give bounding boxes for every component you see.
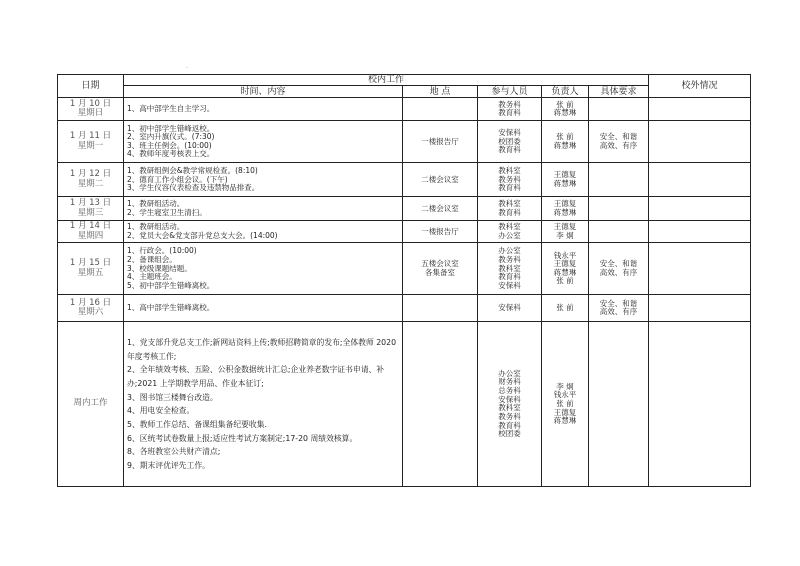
cell-line: 李 炯 [556, 230, 574, 240]
day-row [58, 197, 751, 221]
cell-line: 教科室 [498, 222, 521, 232]
cell-line: 1、高中部学生错峰离校。 [127, 303, 215, 313]
cell-line: 王德复 [553, 199, 577, 209]
day-date: 1 月 16 日 [69, 297, 112, 308]
cell-line: 办公室 [498, 368, 521, 378]
day-date: 1 月 13 日 [69, 198, 112, 209]
cell-line: 教科室 [498, 165, 521, 175]
cell-line: 2、室内升旗仪式。(7:30) [127, 132, 215, 142]
day-participants [478, 197, 542, 221]
cell-line: 张 前 [556, 99, 574, 109]
day-participants [478, 221, 542, 243]
day-participants [478, 121, 542, 163]
cell-line: 安全、和谐 [599, 132, 638, 142]
weekly-item: 1、党支部升党总支工作;新网站资料上传;教师招聘简章的发布;全体教师 2020 年度考核工作; [127, 338, 397, 361]
cell-line: 蒋慧琳 [553, 178, 577, 188]
weekly-requirements [589, 322, 649, 487]
cell-line: 高效、有序 [599, 307, 638, 317]
day-weekday: 星期日 [77, 108, 104, 119]
weekly-location [403, 322, 478, 487]
weekly-item: 6、区统考试卷数量上报;适应性考试方案制定;17-20 周绩效核算。 [127, 433, 358, 443]
cell-line: 教育科 [498, 145, 521, 155]
cell-line: 五楼会议室 [421, 259, 459, 269]
cell-line: 一楼报告厅 [421, 136, 459, 146]
weekly-item: 5、教师工作总结、备课组集备纪要收集. [127, 419, 267, 429]
day-external [649, 197, 751, 221]
cell-line: 办公室 [498, 246, 521, 256]
cell-line: 安全、和谐 [599, 259, 638, 269]
day-row [58, 98, 751, 121]
day-requirements [589, 163, 649, 197]
day-requirements [589, 295, 649, 322]
day-participants [478, 98, 542, 121]
day-participants [478, 163, 542, 197]
day-items [124, 163, 403, 197]
header-row-2 [58, 86, 751, 98]
day-responsible [542, 98, 589, 121]
responsible-header: 负责人 [542, 86, 589, 98]
cell-line: 教科室 [498, 263, 521, 273]
cell-line: 教科室 [498, 403, 521, 413]
cell-line: 财务科 [498, 377, 521, 387]
cell-line: 教务科 [498, 254, 521, 264]
cell-line: 张 前 [556, 399, 574, 409]
stray-mark: . [186, 63, 188, 70]
day-external [649, 121, 751, 163]
day-participants [478, 295, 542, 322]
day-date-cell [58, 197, 124, 221]
day-requirements [589, 121, 649, 163]
day-location [403, 98, 478, 121]
cell-line: 李 炯 [556, 381, 574, 391]
weekly-external [649, 322, 751, 487]
day-items [124, 197, 403, 221]
cell-line: 1、行政会。(10:00) [127, 246, 197, 256]
day-items [124, 121, 403, 163]
day-requirements [589, 221, 649, 243]
day-weekday: 星期三 [77, 207, 104, 218]
weekly-label: 周内工作 [58, 322, 124, 487]
day-responsible [542, 221, 589, 243]
weekly-responsible [542, 322, 589, 487]
weekly-work-row [58, 322, 751, 487]
cell-line: 张 前 [556, 132, 574, 142]
cell-line: 3、校级课题结题。 [127, 263, 192, 273]
cell-line: 3、学生仪容仪表检查及违禁物品排查。 [127, 183, 260, 193]
cell-line: 二楼会议室 [421, 203, 459, 213]
cell-line: 办公室 [498, 230, 521, 240]
cell-line: 王德复 [553, 259, 577, 269]
day-date: 1 月 14 日 [69, 221, 112, 232]
day-date-cell [58, 98, 124, 121]
day-date: 1 月 15 日 [69, 258, 112, 269]
cell-line: 王德复 [553, 407, 577, 417]
day-requirements [589, 197, 649, 221]
day-weekday: 星期六 [77, 307, 104, 318]
weekly-item: 4、用电安全检查。 [127, 406, 195, 416]
cell-line: 蒋慧琳 [553, 108, 577, 118]
weekly-item: 9、期末评优评先工作。 [127, 460, 210, 470]
day-date: 1 月 12 日 [69, 169, 112, 180]
day-external [649, 295, 751, 322]
cell-line: 高效、有序 [599, 140, 638, 150]
cell-line: 教务科 [498, 99, 521, 109]
day-location [403, 197, 478, 221]
day-date-cell [58, 121, 124, 163]
weekly-schedule-sheet [57, 74, 750, 485]
day-weekday: 星期二 [77, 178, 104, 189]
day-row [58, 163, 751, 197]
cell-line: 蒋慧琳 [553, 140, 577, 150]
cell-line: 安保科 [498, 303, 521, 313]
cell-line: 教育科 [498, 272, 521, 282]
date-header: 日期 [58, 75, 124, 98]
cell-line: 教务科 [498, 174, 521, 184]
day-requirements [589, 243, 649, 295]
header-row-1 [58, 75, 751, 86]
cell-line: 2、学生寝室卫生清扫。 [127, 207, 207, 217]
cell-line: 教育科 [498, 108, 521, 118]
cell-line: 各集备室 [425, 267, 455, 277]
day-location [403, 295, 478, 322]
day-items [124, 221, 403, 243]
cell-line: 钱永平 [553, 390, 577, 400]
cell-line: 王德复 [553, 222, 577, 232]
day-participants [478, 243, 542, 295]
cell-line: 教育科 [498, 207, 521, 217]
participants-header: 参与人员 [478, 86, 542, 98]
cell-line: 张 前 [556, 303, 574, 313]
schedule-table [57, 74, 751, 487]
day-weekday: 星期四 [77, 230, 104, 241]
day-requirements [589, 98, 649, 121]
cell-line: 一楼报告厅 [421, 226, 459, 236]
weekly-participants [478, 322, 542, 487]
day-items [124, 98, 403, 121]
cell-line: 总务科 [498, 386, 521, 396]
day-external [649, 98, 751, 121]
cell-line: 校团委 [498, 429, 521, 439]
weekly-item: 3、图书馆三楼舞台改造。 [127, 392, 218, 402]
cell-line: 高效、有序 [599, 267, 638, 277]
cell-line: 二楼会议室 [421, 174, 459, 184]
external-header: 校外情况 [649, 75, 751, 98]
cell-line: 2、备课组会。 [127, 254, 177, 264]
day-date-cell [58, 221, 124, 243]
day-items [124, 243, 403, 295]
cell-line: 蒋慧琳 [553, 267, 577, 277]
weekly-item: 8、各班教室公共财产清点; [127, 447, 221, 457]
cell-line: 教务科 [498, 411, 521, 421]
day-location [403, 243, 478, 295]
cell-line: 张 前 [556, 276, 574, 286]
day-date-cell [58, 295, 124, 322]
day-location [403, 221, 478, 243]
day-location [403, 163, 478, 197]
cell-line: 5、初中部学生错峰离校。 [127, 280, 215, 290]
day-responsible [542, 163, 589, 197]
requirements-header: 具体要求 [589, 86, 649, 98]
day-location [403, 121, 478, 163]
cell-line: 1、教研组活动。 [127, 222, 185, 232]
day-external [649, 243, 751, 295]
cell-line: 教育科 [498, 183, 521, 193]
weekly-items [124, 322, 403, 487]
cell-line: 钱永平 [553, 250, 577, 260]
time-content-header: 时间、内容 [124, 86, 403, 98]
cell-line: 4、教师年度考核表上交。 [127, 149, 215, 159]
cell-line: 1、教研组例会&教学常规检查。(8:10) [127, 165, 258, 175]
school-work-header: 校内工作 [124, 75, 649, 86]
cell-line: 王德复 [553, 170, 577, 180]
weekly-item: 2、全年绩效考核、五险、公积金数据统计汇总;企业养老数字证书申请、补办;2021 上学期教学用品、作业本征订; [127, 365, 385, 389]
cell-line: 2、德育工作小组会议。(下午) [127, 174, 228, 184]
cell-line: 安保科 [498, 280, 521, 290]
cell-line: 1、教研组活动。 [127, 199, 185, 209]
day-date-cell [58, 243, 124, 295]
cell-line: 安保科 [498, 127, 521, 137]
cell-line: 校团委 [498, 136, 521, 146]
day-row [58, 295, 751, 322]
day-weekday: 星期五 [77, 267, 104, 278]
cell-line: 1、高中部学生自主学习。 [127, 104, 215, 114]
cell-line: 教育科 [498, 420, 521, 430]
day-external [649, 163, 751, 197]
cell-line: 蒋慧琳 [553, 207, 577, 217]
day-responsible [542, 295, 589, 322]
cell-line: 3、班主任例会。(10:00) [127, 140, 212, 150]
day-weekday: 星期一 [77, 140, 104, 151]
cell-line: 安全、和谐 [599, 298, 638, 308]
cell-line: 教科室 [498, 199, 521, 209]
cell-line: 2、党员大会&党支部升党总支大会。(14:00) [127, 230, 278, 240]
day-external [649, 221, 751, 243]
day-items [124, 295, 403, 322]
day-row [58, 221, 751, 243]
day-date: 1 月 11 日 [69, 131, 112, 142]
cell-line: 蒋慧琳 [553, 416, 577, 426]
location-header: 地 点 [403, 86, 478, 98]
cell-line: 4、主题班会。 [127, 272, 177, 282]
day-row [58, 243, 751, 295]
day-row [58, 121, 751, 163]
day-responsible [542, 197, 589, 221]
cell-line: 安保科 [498, 394, 521, 404]
cell-line: 1、初中部学生错峰返校。 [127, 123, 215, 133]
day-responsible [542, 121, 589, 163]
day-date: 1 月 10 日 [69, 98, 112, 109]
day-date-cell [58, 163, 124, 197]
day-responsible [542, 243, 589, 295]
